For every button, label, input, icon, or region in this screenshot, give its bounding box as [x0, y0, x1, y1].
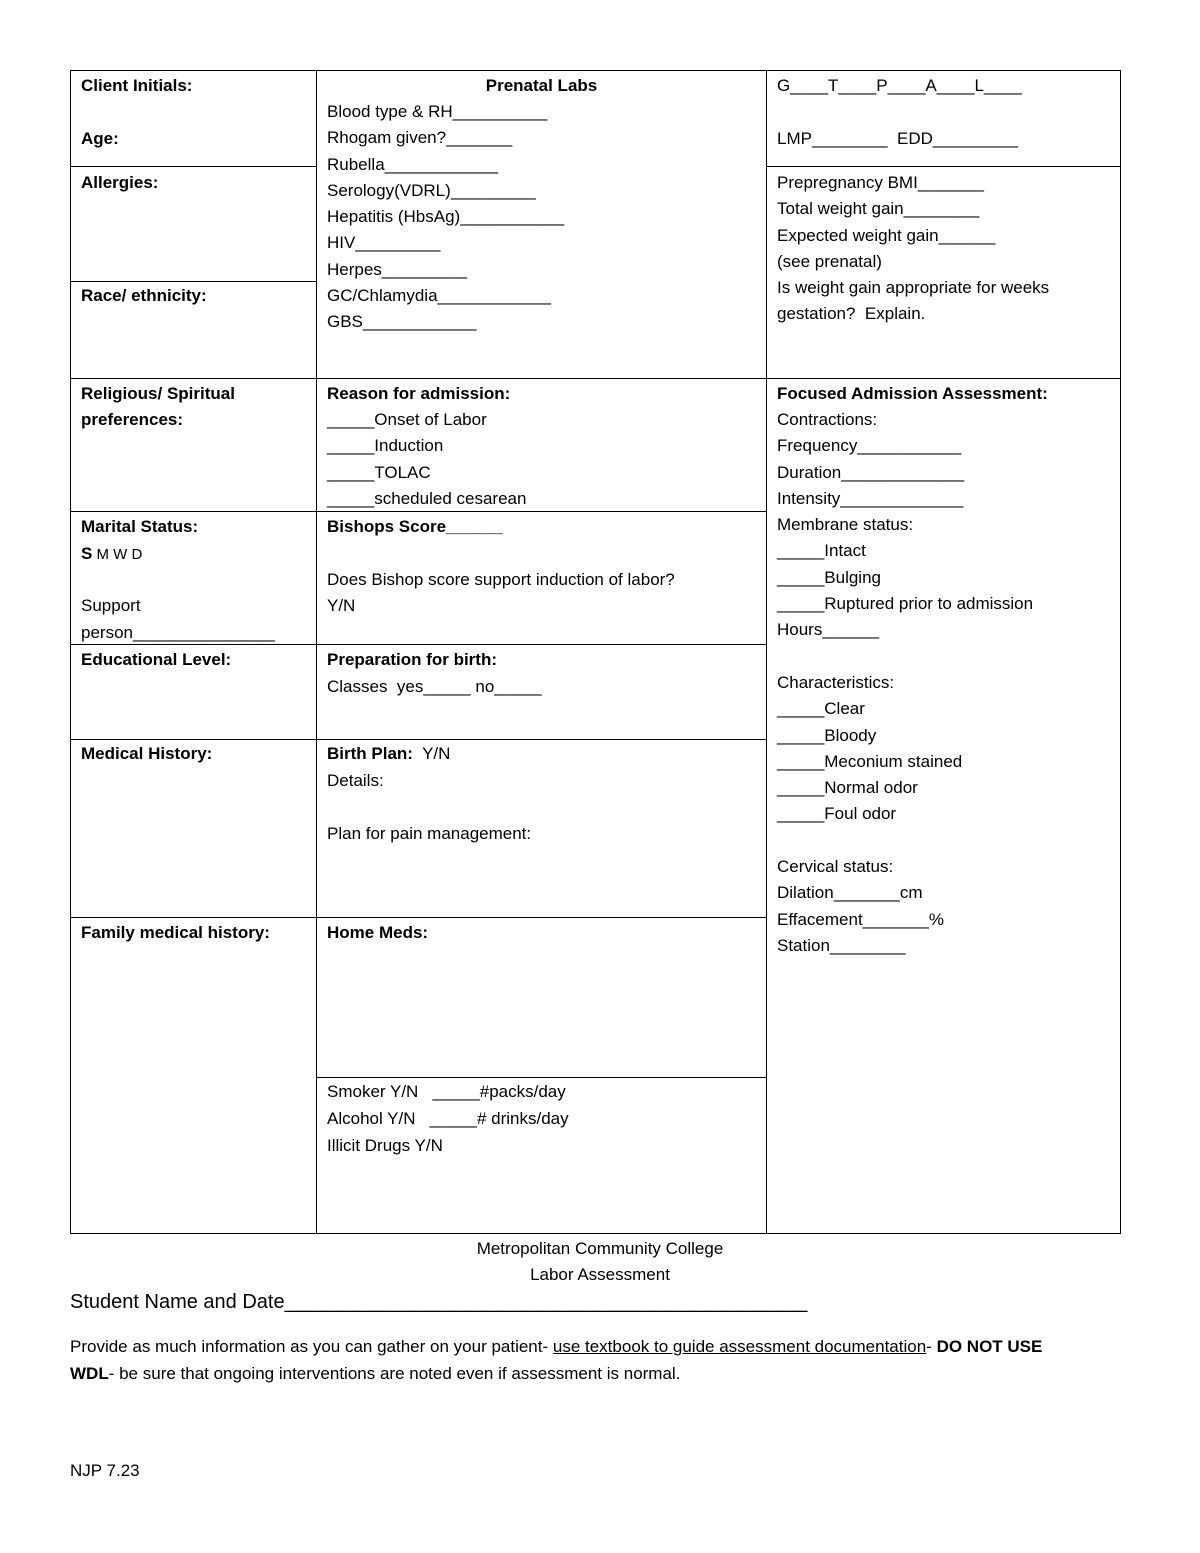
instructions-textbook-link: use textbook to guide assessment documentation — [552, 1337, 927, 1356]
marital-option-rest: M W D — [92, 546, 143, 563]
student-name-date-field: Student Name and Date_______________________________________________ — [70, 1291, 808, 1313]
instructions-text: Provide as much information as you can gather on your patient- — [70, 1337, 553, 1356]
reason-item: _____Onset of Labor — [327, 410, 487, 429]
row-divider-5 — [70, 917, 767, 918]
assessment-item: _____Foul odor — [777, 804, 897, 824]
lab-item: Serology(VDRL)_________ — [327, 180, 536, 200]
row-divider-main — [70, 378, 1121, 379]
assessment-item: Effacement_______% — [777, 909, 944, 929]
assessment-item: _____Normal odor — [777, 778, 918, 798]
prenatal-labs-title: Prenatal Labs — [485, 76, 598, 95]
weight-item: gestation? Explain. — [777, 304, 926, 324]
illicit-drugs-field: Illicit Drugs Y/N — [327, 1136, 443, 1155]
religious-label-line1: Religious/ Spiritual — [81, 384, 235, 403]
assessment-item: Contractions: — [777, 410, 878, 429]
weight-list — [777, 170, 1049, 328]
reason-item: _____TOLAC — [327, 462, 431, 482]
col3-divider-1 — [766, 166, 1121, 167]
lab-item: GC/Chlamydia____________ — [327, 286, 551, 306]
home-meds-label: Home Meds: — [327, 923, 429, 942]
details-label: Details: — [327, 771, 384, 790]
focused-assessment-title: Focused Admission Assessment: — [777, 384, 1048, 403]
religious-label-line2: preferences: — [81, 410, 184, 429]
instructions-text-end: - be sure that ongoing interventions are noted even if assessment is normal. — [108, 1364, 681, 1383]
marital-status-label: Marital Status: — [81, 517, 199, 536]
form-title: Labor Assessment — [530, 1265, 670, 1284]
table-divider-col1 — [316, 70, 317, 1234]
assessment-item: Duration_____________ — [777, 462, 965, 482]
birth-plan-yn: Y/N — [412, 744, 451, 763]
instructions-dash: - — [926, 1337, 937, 1356]
reason-item: _____Induction — [327, 436, 444, 456]
classes-field: Classes yes_____ no_____ — [327, 677, 542, 696]
assessment-item: _____Meconium stained — [777, 751, 963, 771]
table-border-left — [70, 70, 71, 1234]
assessment-item: _____Bloody — [777, 725, 877, 745]
medical-history-label: Medical History: — [81, 744, 213, 763]
lab-item: Rhogam given?_______ — [327, 128, 513, 148]
assessment-item: _____Intact — [777, 541, 866, 561]
lab-item: Rubella____________ — [327, 154, 499, 174]
assessment-item: _____Bulging — [777, 567, 881, 587]
assessment-item: Station________ — [777, 935, 906, 955]
allergies-label: Allergies: — [81, 173, 159, 192]
col2-divider-meds — [316, 1077, 767, 1078]
alcohol-field: Alcohol Y/N _____# drinks/day — [327, 1109, 569, 1128]
assessment-item: _____Ruptured prior to admission — [777, 594, 1034, 614]
lab-item: GBS____________ — [327, 312, 477, 332]
lab-item: HIV_________ — [327, 233, 441, 253]
bishop-yn: Y/N — [327, 596, 356, 615]
version-label: NJP 7.23 — [70, 1461, 140, 1480]
bishop-question: Does Bishop score support induction of labor? — [327, 570, 675, 589]
family-medical-history-label: Family medical history: — [81, 923, 270, 942]
assessment-item: Cervical status: — [777, 857, 894, 877]
client-initials-label: Client Initials: — [81, 76, 193, 95]
assessment-item — [777, 644, 1033, 670]
age-label: Age: — [81, 129, 119, 148]
lab-item: Herpes_________ — [327, 259, 467, 279]
lab-item: Blood type & RH__________ — [327, 102, 548, 121]
weight-item: Prepregnancy BMI_______ — [777, 173, 984, 192]
weight-item: (see prenatal) — [777, 251, 882, 271]
marital-options — [81, 541, 142, 568]
assessment-item: Intensity_____________ — [777, 488, 964, 508]
bishops-score-label: Bishops Score______ — [327, 517, 503, 536]
assessment-item: Dilation_______cm — [777, 883, 923, 903]
prenatal-labs-list — [327, 99, 564, 336]
lab-item: Hepatitis (HbsAg)___________ — [327, 207, 565, 227]
weight-item: Expected weight gain______ — [777, 225, 996, 245]
college-name: Metropolitan Community College — [476, 1239, 724, 1258]
smoker-field: Smoker Y/N _____#packs/day — [327, 1082, 566, 1101]
educational-level-label: Educational Level: — [81, 650, 232, 669]
preparation-birth-title: Preparation for birth: — [327, 650, 498, 669]
assessment-item: Characteristics: — [777, 672, 895, 692]
assessment-item: Membrane status: — [777, 515, 914, 535]
weight-item: Is weight gain appropriate for weeks — [777, 278, 1050, 298]
table-border-right — [1120, 70, 1121, 1234]
support-person-field: person_______________ — [81, 623, 275, 642]
table-border-top — [70, 70, 1121, 71]
reason-admission-list — [327, 407, 526, 512]
table-border-bottom — [70, 1233, 1121, 1234]
lmp-edd-field: LMP________ EDD_________ — [777, 129, 1019, 148]
instructions-do-not-use: DO NOT USE — [936, 1337, 1043, 1356]
assessment-list — [777, 407, 1033, 959]
reason-admission-title: Reason for admission: — [327, 384, 511, 403]
row-divider-4 — [70, 739, 767, 740]
col1-divider-2 — [70, 281, 317, 282]
race-ethnicity-label: Race/ ethnicity: — [81, 286, 207, 305]
assessment-item — [777, 828, 1033, 854]
table-divider-col2 — [766, 70, 767, 1234]
assessment-item: Frequency___________ — [777, 436, 962, 456]
instructions-wdl: WDL — [70, 1364, 109, 1383]
birth-plan-line — [327, 741, 450, 767]
birth-plan-label: Birth Plan: — [327, 744, 413, 763]
assessment-item: _____Clear — [777, 699, 865, 719]
instructions — [70, 1333, 1130, 1387]
col1-divider-1 — [70, 166, 317, 167]
pain-plan-label: Plan for pain management: — [327, 824, 532, 843]
weight-item: Total weight gain________ — [777, 199, 980, 219]
marital-option-s: S — [81, 544, 93, 563]
reason-item: _____scheduled cesarean — [327, 488, 527, 508]
support-label: Support — [81, 596, 141, 615]
gtpal-field: G____T____P____A____L____ — [777, 76, 1022, 95]
assessment-item: Hours______ — [777, 620, 880, 640]
